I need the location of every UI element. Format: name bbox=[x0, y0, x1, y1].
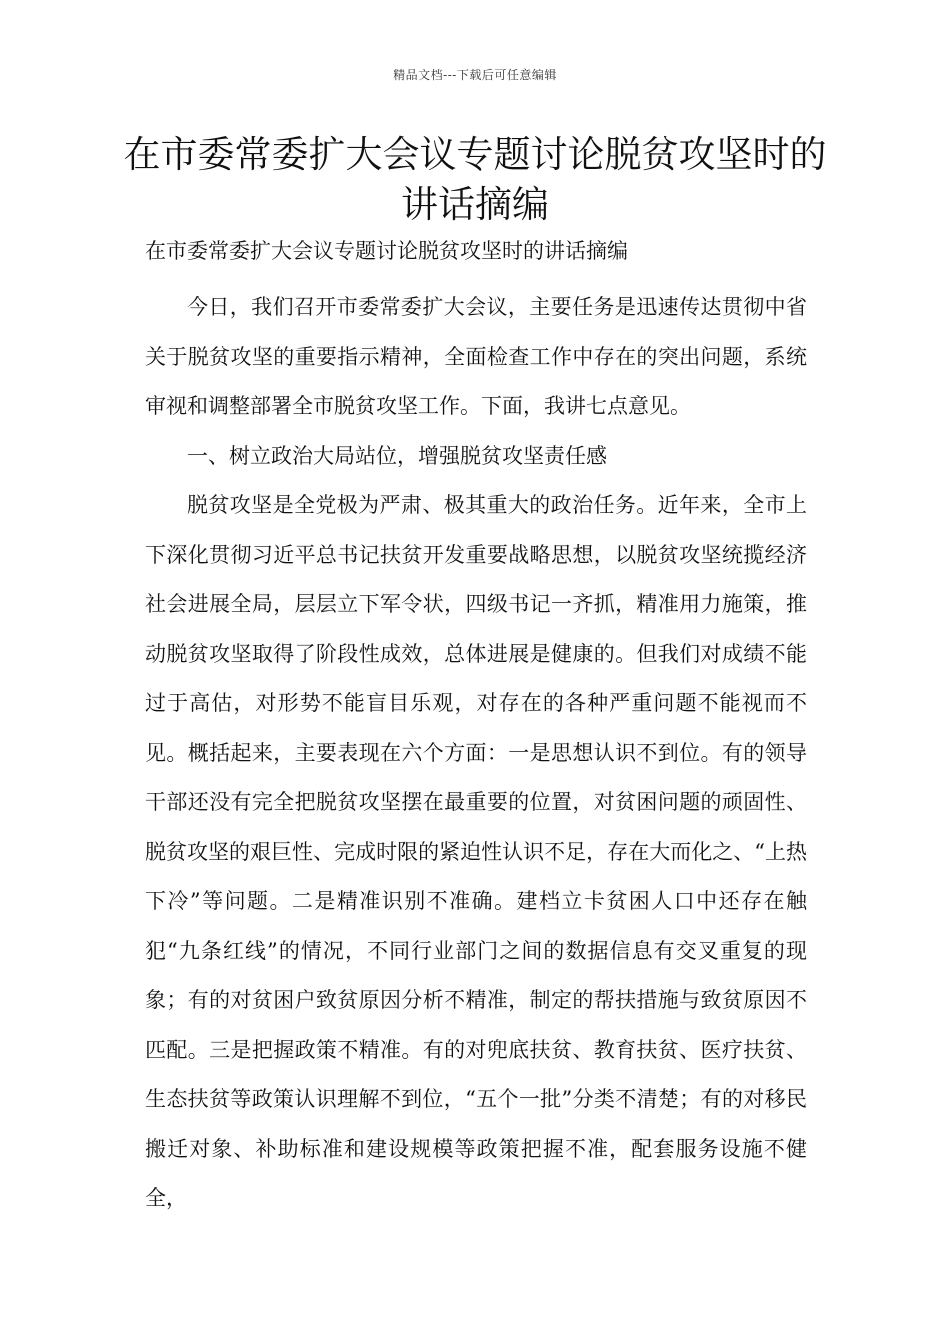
paragraph-section-1: 脱贫攻坚是全党极为严肃、极其重大的政治任务。近年来，全市上下深化贯彻习近平总书记扶贫开发重要战略思想，以脱贫攻坚统揽经济社会进展全局，层层立下军令状，四级书记一齐抓，精准用力施策，推动脱贫攻坚取得了阶段性成效，总体进展是健康的。但我们对成绩不能过于高估，对形势不能盲目乐观，对存在的各种严重问题不能视而不见。概括起来，主要表现在六个方面：一是思想认识不到位。有的领导干部还没有完全把脱贫攻坚摆在最重要的位置，对贫困问题的顽固性、脱贫攻坚的艰巨性、完成时限的紧迫性认识不足，存在大而化之、“上热下冷”等问题。二是精准识别不准确。建档立卡贫困人口中还存在触犯“九条红线”的情况，不同行业部门之间的数据信息有交叉重复的现象；有的对贫困户致贫原因分析不精准，制定的帮扶措施与致贫原因不匹配。三是把握政策不精准。有的对兜底扶贫、教育扶贫、医疗扶贫、生态扶贫等政策认识理解不到位，“五个一批”分类不清楚；有的对移民搬迁对象、补助标准和建设规模等政策把握不准，配套服务设施不健全， bbox=[145, 493, 807, 1210]
paragraph-intro: 今日，我们召开市委常委扩大会议，主要任务是迅速传达贯彻中省关于脱贫攻坚的重要指示精神，全面检查工作中存在的突出问题，系统审视和调整部署全市脱贫攻坚工作。下面，我讲七点意见。 bbox=[145, 295, 807, 418]
document-body bbox=[145, 283, 807, 1224]
header-note: 精品文档---下载后可任意编辑 bbox=[393, 68, 557, 82]
document-subtitle: 在市委常委扩大会议专题讨论脱贫攻坚时的讲话摘编 bbox=[145, 239, 628, 263]
document-title: 在市委常委扩大会议专题讨论脱贫攻坚时的讲话摘编 bbox=[123, 133, 827, 226]
section-heading-1: 一、树立政治大局站位，增强脱贫攻坚责任感 bbox=[187, 443, 607, 468]
